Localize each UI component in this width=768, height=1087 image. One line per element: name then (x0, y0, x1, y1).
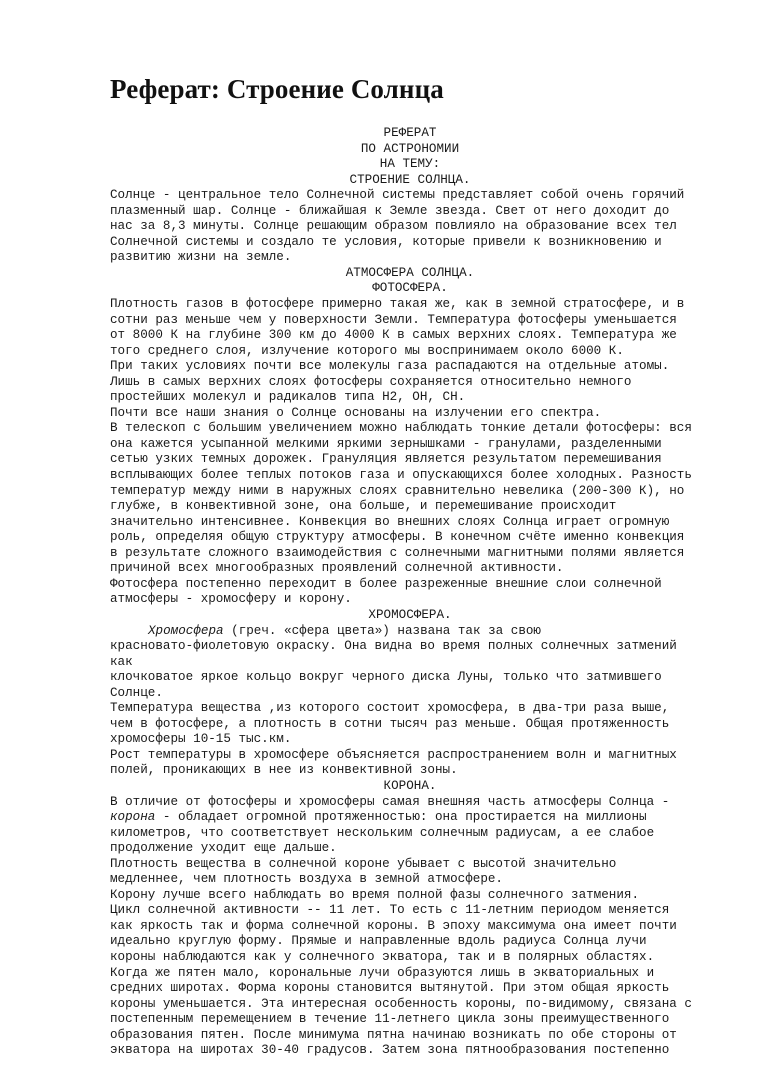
text-line (110, 250, 710, 266)
text-line (110, 888, 710, 904)
line-text: ФОТОСФЕРА. (372, 281, 448, 296)
line-text: Солнечной системы и создало те условия, которые привели к возникновению и (110, 234, 662, 249)
line-text: от 8000 К на глубине 300 км до 4000 К в самых верхних слоях. Температура же (110, 328, 677, 343)
line-text: глубже, в конвективной зоне, она больше, и перемешивание происходит (110, 499, 617, 514)
line-text: Плотность газов в фотосфере примерно такая же, как в земной стратосфере, и в (110, 297, 685, 312)
text-line (110, 732, 710, 748)
line-text: Плотность вещества в солнечной короне убывает с высотой значительно (110, 856, 617, 871)
line-text: плазменный шар. Солнце - ближайшая к Земле звезда. Свет от него доходит до (110, 203, 670, 218)
text-line (110, 515, 710, 531)
text-line (110, 795, 710, 811)
text-line (110, 359, 710, 375)
line-text: короны наблюдаются как у солнечного экватора, так и в полярных областях. (110, 949, 655, 964)
line-text: постепенным перемещением в течение 11-летнего цикла зоны преимущественного (110, 1012, 670, 1027)
text-line (110, 981, 710, 997)
line-text: медленнее, чем плотность воздуха в земной атмосфере. (110, 872, 503, 887)
text-line (110, 313, 710, 329)
text-line (110, 452, 710, 468)
line-text: чем в фотосфере, а плотность в сотни тысяч раз меньше. Общая протяженность (110, 716, 670, 731)
text-line (110, 1012, 710, 1028)
text-line (110, 188, 710, 204)
text-line (110, 763, 710, 779)
line-text: километров, что соответствует нескольким солнечным радиусам, а ее слабое (110, 825, 655, 840)
text-line (110, 1043, 710, 1059)
line-text: - обладает огромной протяженностью: она простирается на миллионы (155, 810, 647, 825)
line-text: того среднего слоя, излучение которого мы воспринимаем около 6000 К. (110, 343, 624, 358)
document-body (110, 126, 710, 1059)
text-line (110, 406, 710, 422)
line-text: средних широтах. Форма короны становится вытянутой. При этом общая яркость (110, 981, 670, 996)
section-heading (110, 157, 710, 173)
section-heading (110, 608, 710, 624)
text-line (110, 639, 710, 655)
line-text: красновато-фиолетовую окраску. Она видна во время полных солнечных затмений (110, 639, 677, 654)
text-line (110, 219, 710, 235)
text-line (110, 468, 710, 484)
text-line (110, 717, 710, 733)
line-text: причиной всех многообразных проявлений солнечной активности. (110, 561, 564, 576)
text-line (110, 344, 710, 360)
line-text: значительно интенсивнее. Конвекция во внешних слоях Солнца играет огромную (110, 514, 670, 529)
text-line (110, 421, 710, 437)
text-line (110, 530, 710, 546)
text-line (110, 826, 710, 842)
line-text: она кажется усыпанной мелкими яркими зернышками - гранулами, разделенными (110, 436, 662, 451)
line-text: роль, определяя общую структуру атмосферы. В конечном счёте именно конвекция (110, 530, 685, 545)
text-line (110, 934, 710, 950)
line-text: ХРОМОСФЕРА. (368, 607, 452, 622)
line-text: простейших молекул и радикалов типа Н2, ОН, СН. (110, 390, 466, 405)
line-text: (греч. «сфера цвета») названа так за свою (223, 623, 541, 638)
line-text: НА ТЕМУ: (379, 157, 441, 172)
line-text: полей, проникающих в нее из конвективной зоны. (110, 763, 458, 778)
text-line (110, 966, 710, 982)
line-text: ПО АСТРОНОМИИ (360, 141, 460, 156)
line-text: сотни раз меньше чем у поверхности Земли. Температура фотосферы уменьшается (110, 312, 677, 327)
text-line (110, 328, 710, 344)
line-text: короны уменьшается. Эта интересная особенность короны, по-видимому, связана с (110, 996, 692, 1011)
text-line (110, 592, 710, 608)
text-line (110, 655, 710, 671)
line-text: идеально круглую форму. Прямые и направленные вдоль радиуса Солнца лучи (110, 934, 647, 949)
line-text: В отличие от фотосферы и хромосферы самая внешняя часть атмосферы Солнца - (110, 794, 670, 809)
line-text: температур между ними в наружных слоях сравнительно невелика (200-300 К), но (110, 483, 685, 498)
text-line (110, 297, 710, 313)
line-text: атмосферы - хромосферу и корону. (110, 592, 352, 607)
line-text: Солнце. (110, 685, 163, 700)
emphasized-term: корона (110, 810, 156, 825)
line-text: Рост температуры в хромосфере объясняется распространением волн и магнитных (110, 747, 677, 762)
line-text: продолжение уходит еще дальше. (110, 841, 337, 856)
section-heading (110, 142, 710, 158)
line-text: КОРОНА. (383, 778, 437, 793)
text-line (110, 577, 710, 593)
line-text: РЕФЕРАТ (383, 126, 437, 140)
text-line (110, 390, 710, 406)
line-text: развитию жизни на земле. (110, 250, 292, 265)
text-line (110, 857, 710, 873)
text-line (110, 919, 710, 935)
line-text: Почти все наши знания о Солнце основаны на излучении его спектра. (110, 405, 602, 420)
line-text: Цикл солнечной активности -- 11 лет. То есть с 11-летним периодом меняется (110, 903, 670, 918)
text-line (110, 235, 710, 251)
line-text: образования пятен. После минимума пятна начинаю возникать по обе стороны от (110, 1027, 677, 1042)
section-heading (110, 266, 710, 282)
line-text: Лишь в самых верхних слоях фотосферы сохраняется относительно немного (110, 374, 632, 389)
text-line (110, 546, 710, 562)
text-line (110, 375, 710, 391)
text-line (110, 499, 710, 515)
line-text: СТРОЕНИЕ СОЛНЦА. (349, 172, 471, 187)
text-line (110, 810, 710, 826)
line-text: нас за 8,3 минуты. Солнце решающим образом повлияло на образование всех тел (110, 219, 677, 234)
line-text: как (110, 654, 133, 669)
line-text: сетью узких темных дорожек. Грануляция является результатом перемешивания (110, 452, 662, 467)
text-line (110, 686, 710, 702)
line-text: Температура вещества ,из которого состоит хромосфера, в два-три раза выше, (110, 701, 670, 716)
document-title: Реферат: Строение Солнца (110, 74, 444, 104)
text-line (110, 437, 710, 453)
line-text: Солнце - центральное тело Солнечной системы представляет собой очень горячий (110, 188, 685, 203)
line-text: Фотосфера постепенно переходит в более разреженные внешние слои солнечной (110, 576, 662, 591)
line-text: АТМОСФЕРА СОЛНЦА. (345, 265, 475, 280)
line-text: клочковатое яркое кольцо вокруг черного диска Луны, только что затмившего (110, 670, 662, 685)
text-line (110, 950, 710, 966)
section-heading (110, 126, 710, 142)
text-line (110, 670, 710, 686)
text-line (110, 484, 710, 500)
text-line (110, 701, 710, 717)
section-heading (110, 779, 710, 795)
text-line (110, 997, 710, 1013)
text-line (110, 748, 710, 764)
line-text: всплывающих более теплых потоков газа и опускающихся более холодных. Разность (110, 468, 692, 483)
text-line (110, 624, 710, 640)
emphasized-term: Хромосфера (148, 623, 224, 638)
line-text: хромосферы 10-15 тыс.км. (110, 732, 292, 747)
section-heading (110, 173, 710, 189)
text-line (110, 1028, 710, 1044)
text-line (110, 204, 710, 220)
line-text: в результате сложного взаимодействия с солнечными магнитными полями является (110, 545, 685, 560)
text-line (110, 872, 710, 888)
line-text: При таких условиях почти все молекулы газа распадаются на отдельные атомы. (110, 359, 670, 374)
line-text: экватора на широтах 30-40 градусов. Затем зона пятнообразования постепенно (110, 1043, 670, 1058)
line-text: Корону лучше всего наблюдать во время полной фазы солнечного затмения. (110, 887, 640, 902)
section-heading (110, 281, 710, 297)
line-text: как яркость так и форма солнечной короны. В эпоху максимума она имеет почти (110, 918, 677, 933)
text-line (110, 561, 710, 577)
text-line (110, 903, 710, 919)
text-line (110, 841, 710, 857)
line-text: В телескоп с большим увеличением можно наблюдать тонкие детали фотосферы: вся (110, 421, 692, 436)
line-text: Когда же пятен мало, корональные лучи образуются лишь в экваториальных и (110, 965, 655, 980)
